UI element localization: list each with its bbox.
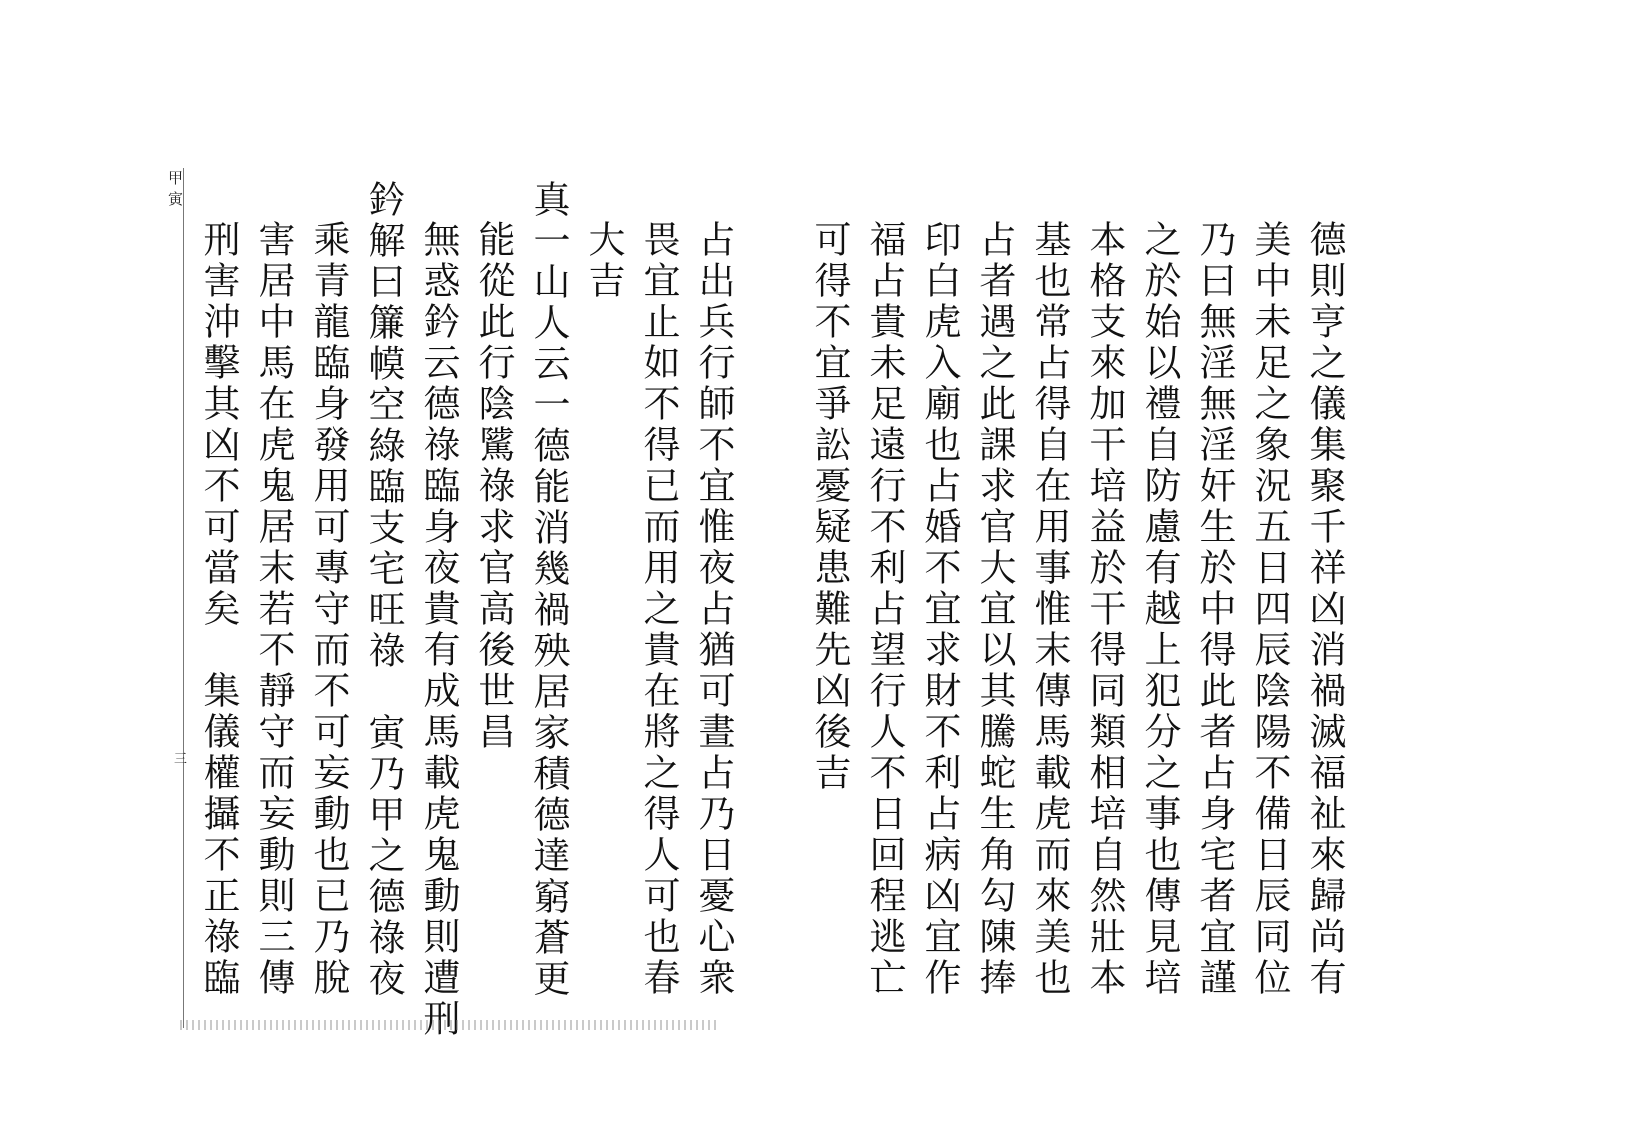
text-column: 畏宜止如不得已而用之貴在將之得人可也春 [637, 220, 680, 999]
scan-edge-noise [180, 1020, 720, 1030]
text-column: 大吉 [582, 220, 625, 302]
text-column: 真一山人云一德能消幾禍殃居家積德達窮蒼更 [527, 180, 570, 1000]
margin-label: 甲寅 [166, 170, 184, 212]
page-fold-line [183, 168, 184, 1028]
text-column: 無惑鈐云德祿臨身夜貴有成馬載虎鬼動則遭刑 [417, 220, 460, 1040]
page-number: 三 [174, 752, 188, 767]
text-column: 害居中馬在虎鬼居末若不靜守而妄動則三傳 [252, 220, 295, 999]
text-column: 可得不宜爭訟憂疑患難先凶後吉 [808, 220, 851, 794]
text-column: 能從此行陰騭祿求官高後世昌 [472, 220, 515, 753]
text-column: 占出兵行師不宜惟夜占猶可晝占乃日憂心衆 [692, 220, 735, 999]
text-column: 基也常占得自在用事惟末傳馬載虎而來美也 [1028, 220, 1071, 999]
text-column: 德則亨之儀集聚千祥凶消禍滅福祉來歸尚有 [1303, 220, 1346, 999]
text-column: 之於始以禮自防慮有越上犯分之事也傳見培 [1138, 220, 1181, 999]
text-column: 刑害沖擊其凶不可當矣 集儀權攝不正祿臨 [197, 220, 240, 999]
text-column: 占者遇之此課求官大宜以其騰蛇生角勾陳捧 [973, 220, 1016, 999]
text-column: 福占貴未足遠行不利占望行人不日回程逃亡 [863, 220, 906, 999]
text-column: 乘青龍臨身發用可專守而不可妄動也已乃脫 [307, 220, 350, 999]
text-column: 印白虎入廟也占婚不宜求財不利占病凶宜作 [918, 220, 961, 999]
text-column: 美中未足之象況五日四辰陰陽不備日辰同位 [1248, 220, 1291, 999]
text-column: 鈐解曰簾幙空綠臨支宅旺祿 寅乃甲之德祿夜 [362, 180, 405, 1000]
text-column: 乃曰無淫無淫奸生於中得此者占身宅者宜謹 [1193, 220, 1236, 999]
text-column: 本格支來加干培益於干得同類相培自然壯本 [1083, 220, 1126, 999]
